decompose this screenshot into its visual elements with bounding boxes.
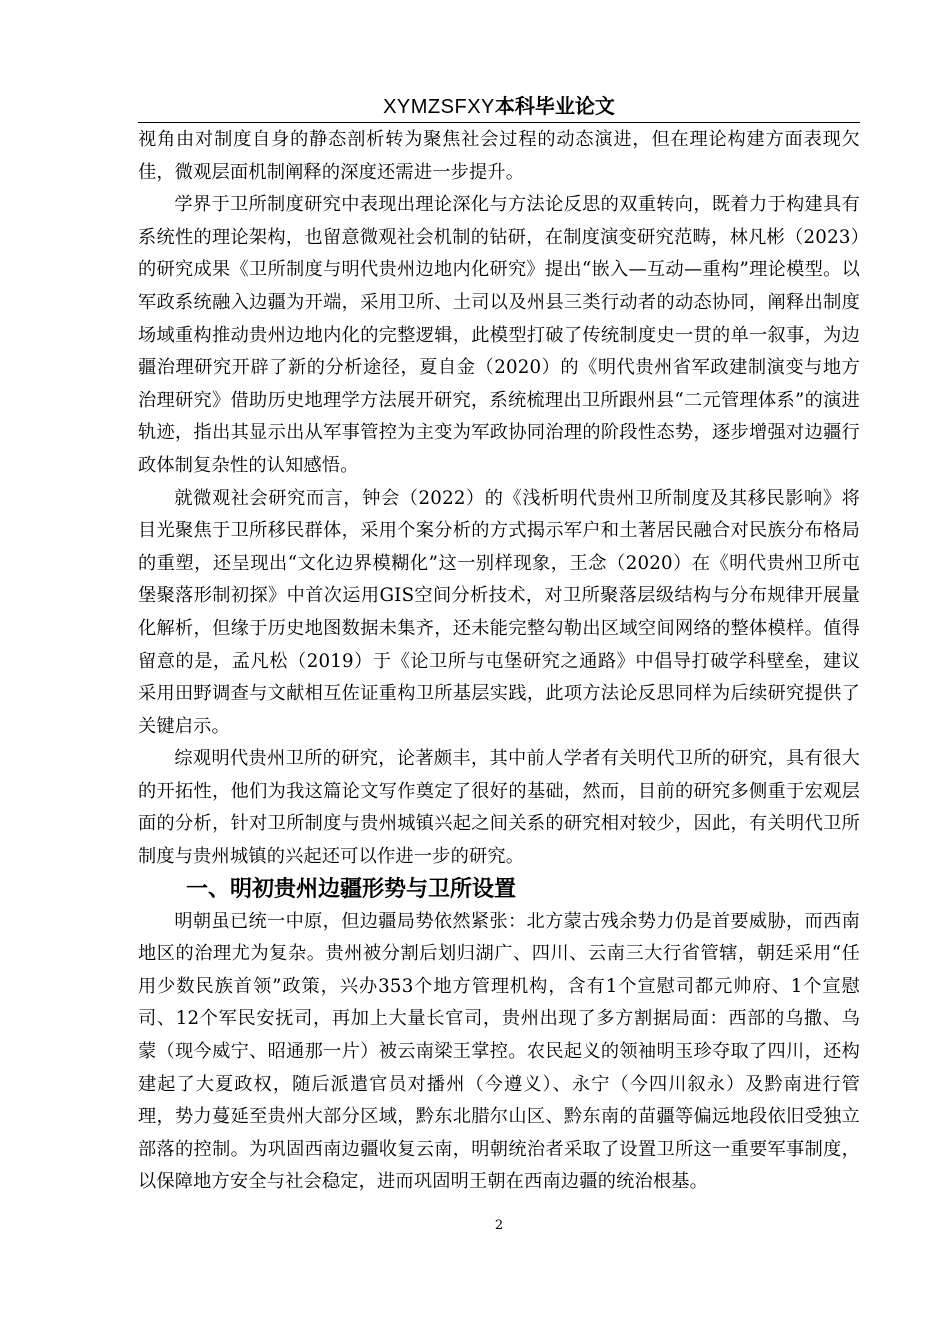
body-text [138,124,860,1199]
paragraph-micro-social-research: 就微观社会研究而言，钟会（2022）的《浅析明代贵州卫所制度及其移民影响》将目光聚焦于卫所移民群体，采用个案分析的方式揭示军户和土著居民融合对民族分布格局的重塑，还呈现出“文化边界模糊化”这一别样现象，王念（2020）在《明代贵州卫所屯堡聚落形制初探》中首次运用GIS空间分析技术，对卫所聚落层级结构与分布规律开展量化解析，但缘于历史地图数据未集齐，还未能完整勾勒出区域空间网络的整体模样。值得留意的是，孟凡松（2019）于《论卫所与屯堡研究之通路》中倡导打破学科壁垒，建议采用田野调查与文献相互佐证重构卫所基层实践，此项方法论反思同样为后续研究提供了关键启示。 [138,487,860,737]
header-document-type: 本科毕业论文 [494,94,615,118]
paragraph-research-summary: 综观明代贵州卫所的研究，论著颇丰，其中前人学者有关明代卫所的研究，具有很大的开拓性，他们为我这篇论文写作奠定了很好的基础，然而，目前的研究多侧重于宏观层面的分析，针对卫所制度与贵州城镇兴起之间关系的研究相对较少，因此，有关明代卫所制度与贵州城镇的兴起还可以作进一步的研究。 [138,748,860,868]
page-number: 2 [494,1218,504,1233]
paragraph-early-ming-situation: 明朝虽已统一中原，但边疆局势依然紧张：北方蒙古残余势力仍是首要威胁，而西南地区的治理尤为复杂。贵州被分割后划归湖广、四川、云南三大行省管辖，朝廷采用“任用少数民族首领”政策，兴办353个地方管理机构，含有1个宣慰司都元帅府、1个宣慰司、12个军民安抚司，再加上大量长官司，贵州出现了多方割据局面：西部的乌撒、乌蒙（现今威宁、昭通那一片）被云南梁王掌控。农民起义的领袖明玉珍夺取了四川，还构建起了大夏政权，随后派遣官员对播州（今遵义）、永宁（今四川叙永）及黔南进行管理，势力蔓延至贵州大部分区域，黔东北腊尔山区、黔东南的苗疆等偏远地段依旧受独立部落的控制。为巩固西南边疆收复云南，明朝统治者采取了设置卫所这一重要军事制度，以保障地方安全与社会稳定，进而巩固明王朝在西南边疆的统治根基。 [138,910,860,1193]
paragraph-continued: 视角由对制度自身的静态剖析转为聚焦社会过程的动态演进，但在理论构建方面表现欠佳，微观层面机制阐释的深度还需进一步提升。 [138,129,860,183]
section-heading: 一、明初贵州边疆形势与卫所设置 [186,876,517,902]
paragraph-theory-research: 学界于卫所制度研究中表现出理论深化与方法论反思的双重转向，既着力于构建具有系统性的理论架构，也留意微观社会机制的钻研，在制度演变研究范畴，林凡彬（2023）的研究成果《卫所制度与明代贵州边地内化研究》提出“嵌入—互动—重构”理论模型。以军政系统融入边疆为开端，采用卫所、土司以及州县三类行动者的动态协同，阐释出制度场域重构推动贵州边地内化的完整逻辑，此模型打破了传统制度史一贯的单一叙事，为边疆治理研究开辟了新的分析途径，夏自金（2020）的《明代贵州省军政建制演变与地方治理研究》借助历史地理学方法展开研究，系统梳理出卫所跟州县“二元管理体系”的演进轨迹，指出其显示出从军事管控为主变为军政协同治理的阶段性态势，逐步增强对边疆行政体制复杂性的认知感悟。 [138,194,860,476]
running-header [138,93,860,123]
header-institution-code: XYMZSFXY [383,96,495,118]
